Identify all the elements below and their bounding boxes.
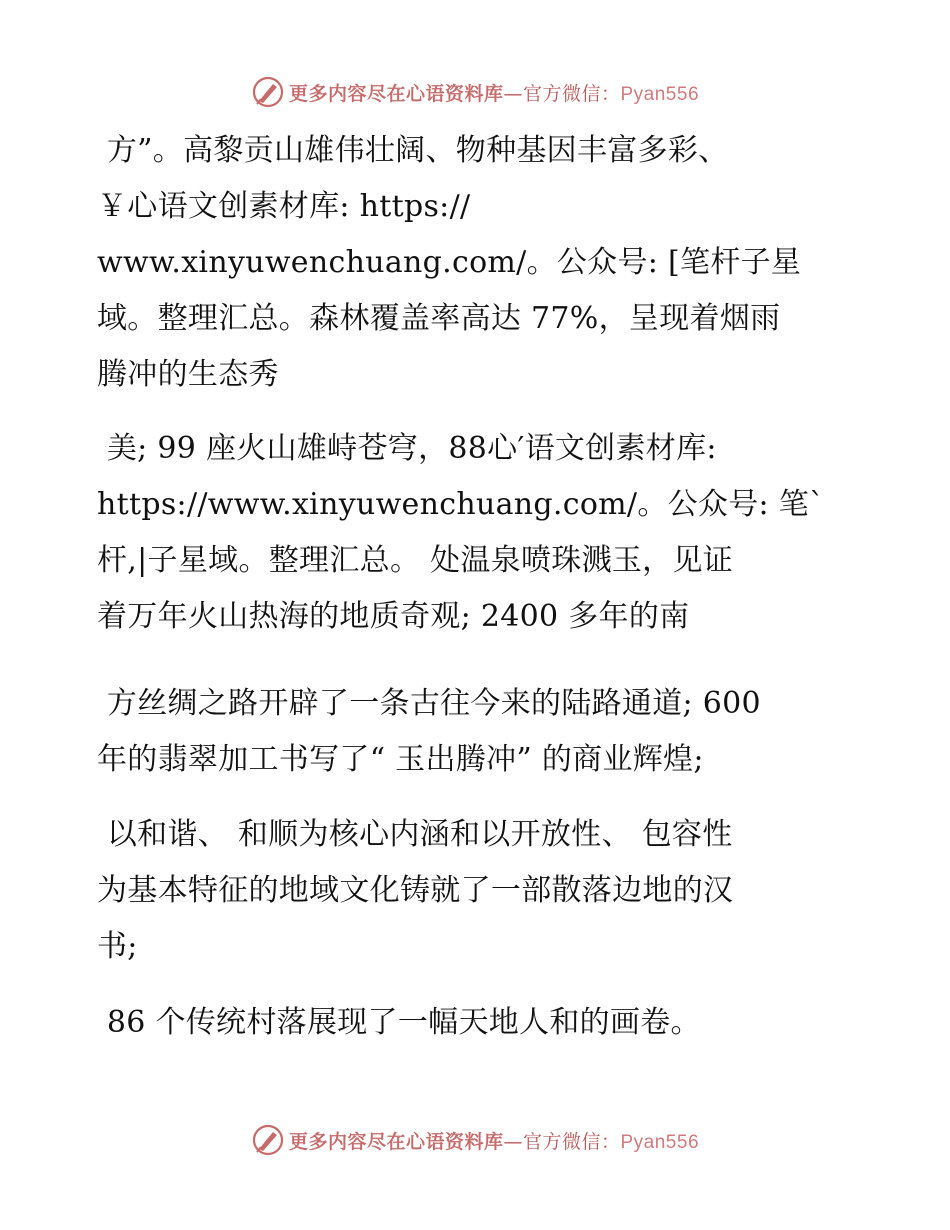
text-line: 为基本特征的地域文化铸就了一部散落边地的汉: [97, 873, 734, 908]
text-line: 腾冲的生态秀: [97, 357, 279, 392]
footer-watermark: [0, 1120, 950, 1160]
text-line: 86 个传统村落展现了一幅天地人和的画卷。: [97, 1005, 701, 1040]
text-line: ￥心语文创素材库: https://: [97, 189, 471, 224]
text-line: 年的翡翠加工书写了“ 玉出腾冲” 的商业辉煌;: [97, 742, 704, 777]
text-line: www.xinyuwenchuang.com/。公众号: [笔杆子星: [97, 245, 802, 280]
watermark-label: 官方微信：: [522, 1130, 621, 1153]
watermark-handle: Pyan556: [620, 1131, 700, 1153]
text-line: 以和谐、 和顺为核心内涵和以开放性、 包容性: [97, 817, 733, 852]
watermark-label: 官方微信：: [522, 82, 621, 105]
text-line: 着万年火山热海的地质奇观; 2400 多年的南: [97, 599, 690, 634]
watermark-brand: 更多内容尽在心语资料库: [288, 82, 504, 105]
quill-logo-icon: [251, 1123, 285, 1157]
watermark-brand: 更多内容尽在心语资料库: [288, 1130, 504, 1153]
text-line: 杆,|子星域。整理汇总。 处温泉喷珠溅玉，见证: [97, 543, 734, 578]
text-line: https://www.xinyuwenchuang.com/。公众号: 笔`: [97, 487, 825, 522]
text-line: 美; 99 座火山雄峙苍穹，88心′语文创素材库:: [97, 431, 717, 466]
watermark-separator: —: [503, 82, 523, 105]
watermark-handle: Pyan556: [620, 83, 700, 105]
header-watermark: [0, 72, 950, 112]
watermark-text: [289, 1127, 699, 1154]
text-line: 方”。高黎贡山雄伟壮阔、物种基因丰富多彩、: [97, 133, 729, 168]
text-line: 方丝绸之路开辟了一条古往今来的陆路通道; 600: [97, 686, 761, 721]
watermark-separator: —: [503, 1130, 523, 1153]
text-line: 书;: [97, 929, 138, 964]
watermark-text: [289, 79, 699, 106]
text-line: 域。整理汇总。森林覆盖率高达 77%，呈现着烟雨: [97, 301, 781, 336]
quill-logo-icon: [251, 75, 285, 109]
